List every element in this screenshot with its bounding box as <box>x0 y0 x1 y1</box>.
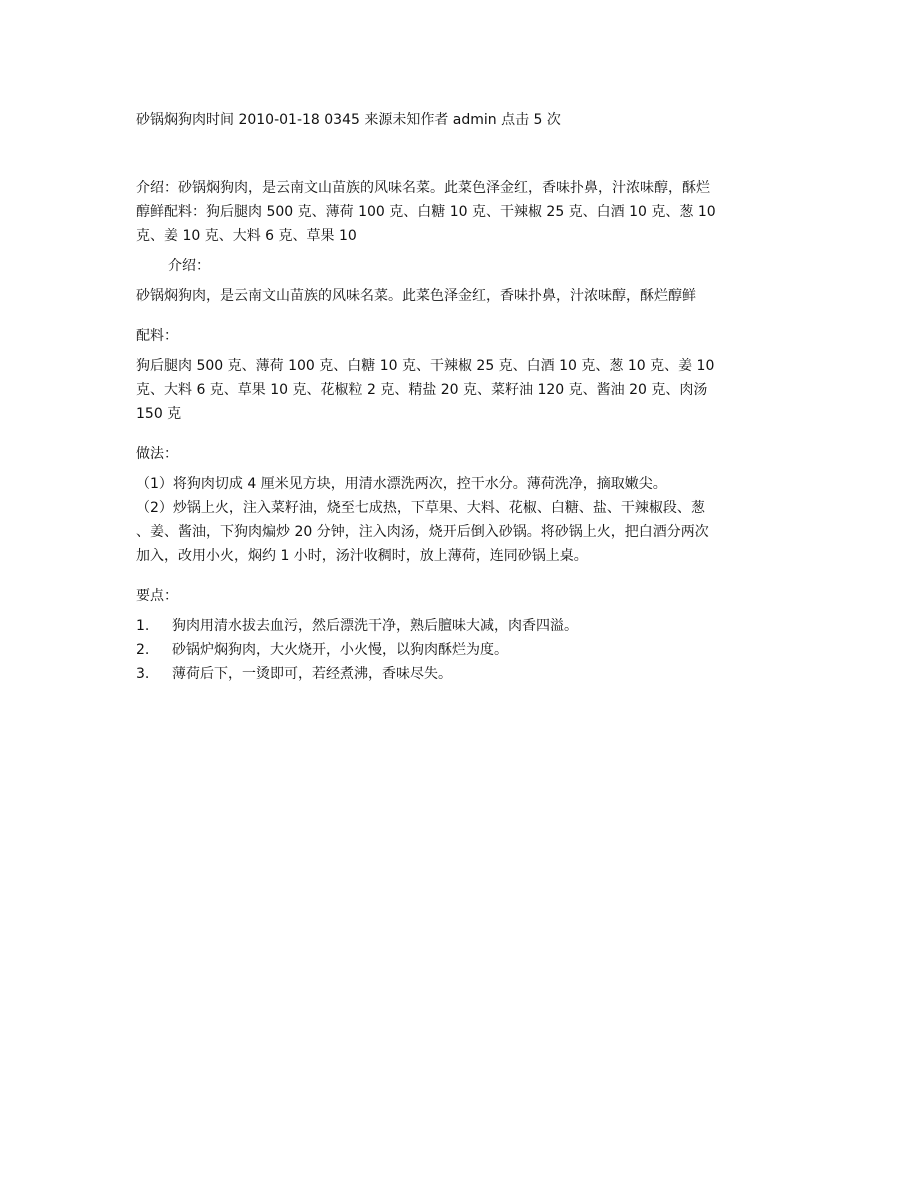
tips-list <box>136 614 784 686</box>
list-item-number: 3. <box>136 666 150 682</box>
list-item-number: 2. <box>136 642 150 658</box>
ingredients-block <box>136 354 784 426</box>
ingredients-line: 狗后腿肉 500 克、薄荷 100 克、白糖 10 克、干辣椒 25 克、白酒 10 克、葱 10 克、姜 10 <box>136 358 715 374</box>
document-header: 砂锅焖狗肉时间 2010-01-18 0345 来源未知作者 admin 点击 5 次 <box>136 112 561 128</box>
tips-label: 要点： <box>136 588 178 604</box>
document-body <box>136 108 784 686</box>
list-item-text: 砂锅炉焖狗肉，大火烧开，小火慢，以狗肉酥烂为度。 <box>172 642 508 658</box>
summary-line: 醇鲜配料：狗后腿肉 500 克、薄荷 100 克、白糖 10 克、干辣椒 25 克、白酒 10 克、葱 10 <box>136 204 716 220</box>
ingredients-label: 配料： <box>136 328 178 344</box>
summary-block <box>136 176 784 248</box>
method-block <box>136 472 784 568</box>
list-item <box>136 614 784 638</box>
list-item <box>136 638 784 662</box>
method-label: 做法： <box>136 446 178 462</box>
list-item-text: 薄荷后下，一烫即可，若经煮沸，香味尽失。 <box>172 666 452 682</box>
summary-line: 介绍：砂锅焖狗肉，是云南文山苗族的风味名菜。此菜色泽金红，香味扑鼻，汁浓味醇，酥烂 <box>136 180 710 196</box>
method-line: 、姜、酱油，下狗肉煸炒 20 分钟，注入肉汤，烧开后倒入砂锅。将砂锅上火，把白酒分两次 <box>136 524 709 540</box>
summary-line: 克、姜 10 克、大料 6 克、草果 10 <box>136 228 357 244</box>
list-item-text: 狗肉用清水拔去血污，然后漂洗干净，熟后膻味大减，肉香四溢。 <box>172 618 578 634</box>
intro-label: 介绍： <box>168 258 210 274</box>
ingredients-line: 克、大料 6 克、草果 10 克、花椒粒 2 克、精盐 20 克、菜籽油 120 克、酱油 20 克、肉汤 <box>136 382 708 398</box>
intro-text: 砂锅焖狗肉，是云南文山苗族的风味名菜。此菜色泽金红，香味扑鼻，汁浓味醇，酥烂醇鲜 <box>136 288 696 304</box>
method-line: （1）将狗肉切成 4 厘米见方块，用清水漂洗两次，控干水分。薄荷洗净，摘取嫩尖。 <box>136 476 667 492</box>
ingredients-line: 150 克 <box>136 406 182 422</box>
method-line: （2）炒锅上火，注入菜籽油，烧至七成热，下草果、大料、花椒、白糖、盐、干辣椒段、葱 <box>136 500 705 516</box>
list-item <box>136 662 784 686</box>
list-item-number: 1. <box>136 618 150 634</box>
method-line: 加入，改用小火，焖约 1 小时，汤汁收稠时，放上薄荷，连同砂锅上桌。 <box>136 548 588 564</box>
